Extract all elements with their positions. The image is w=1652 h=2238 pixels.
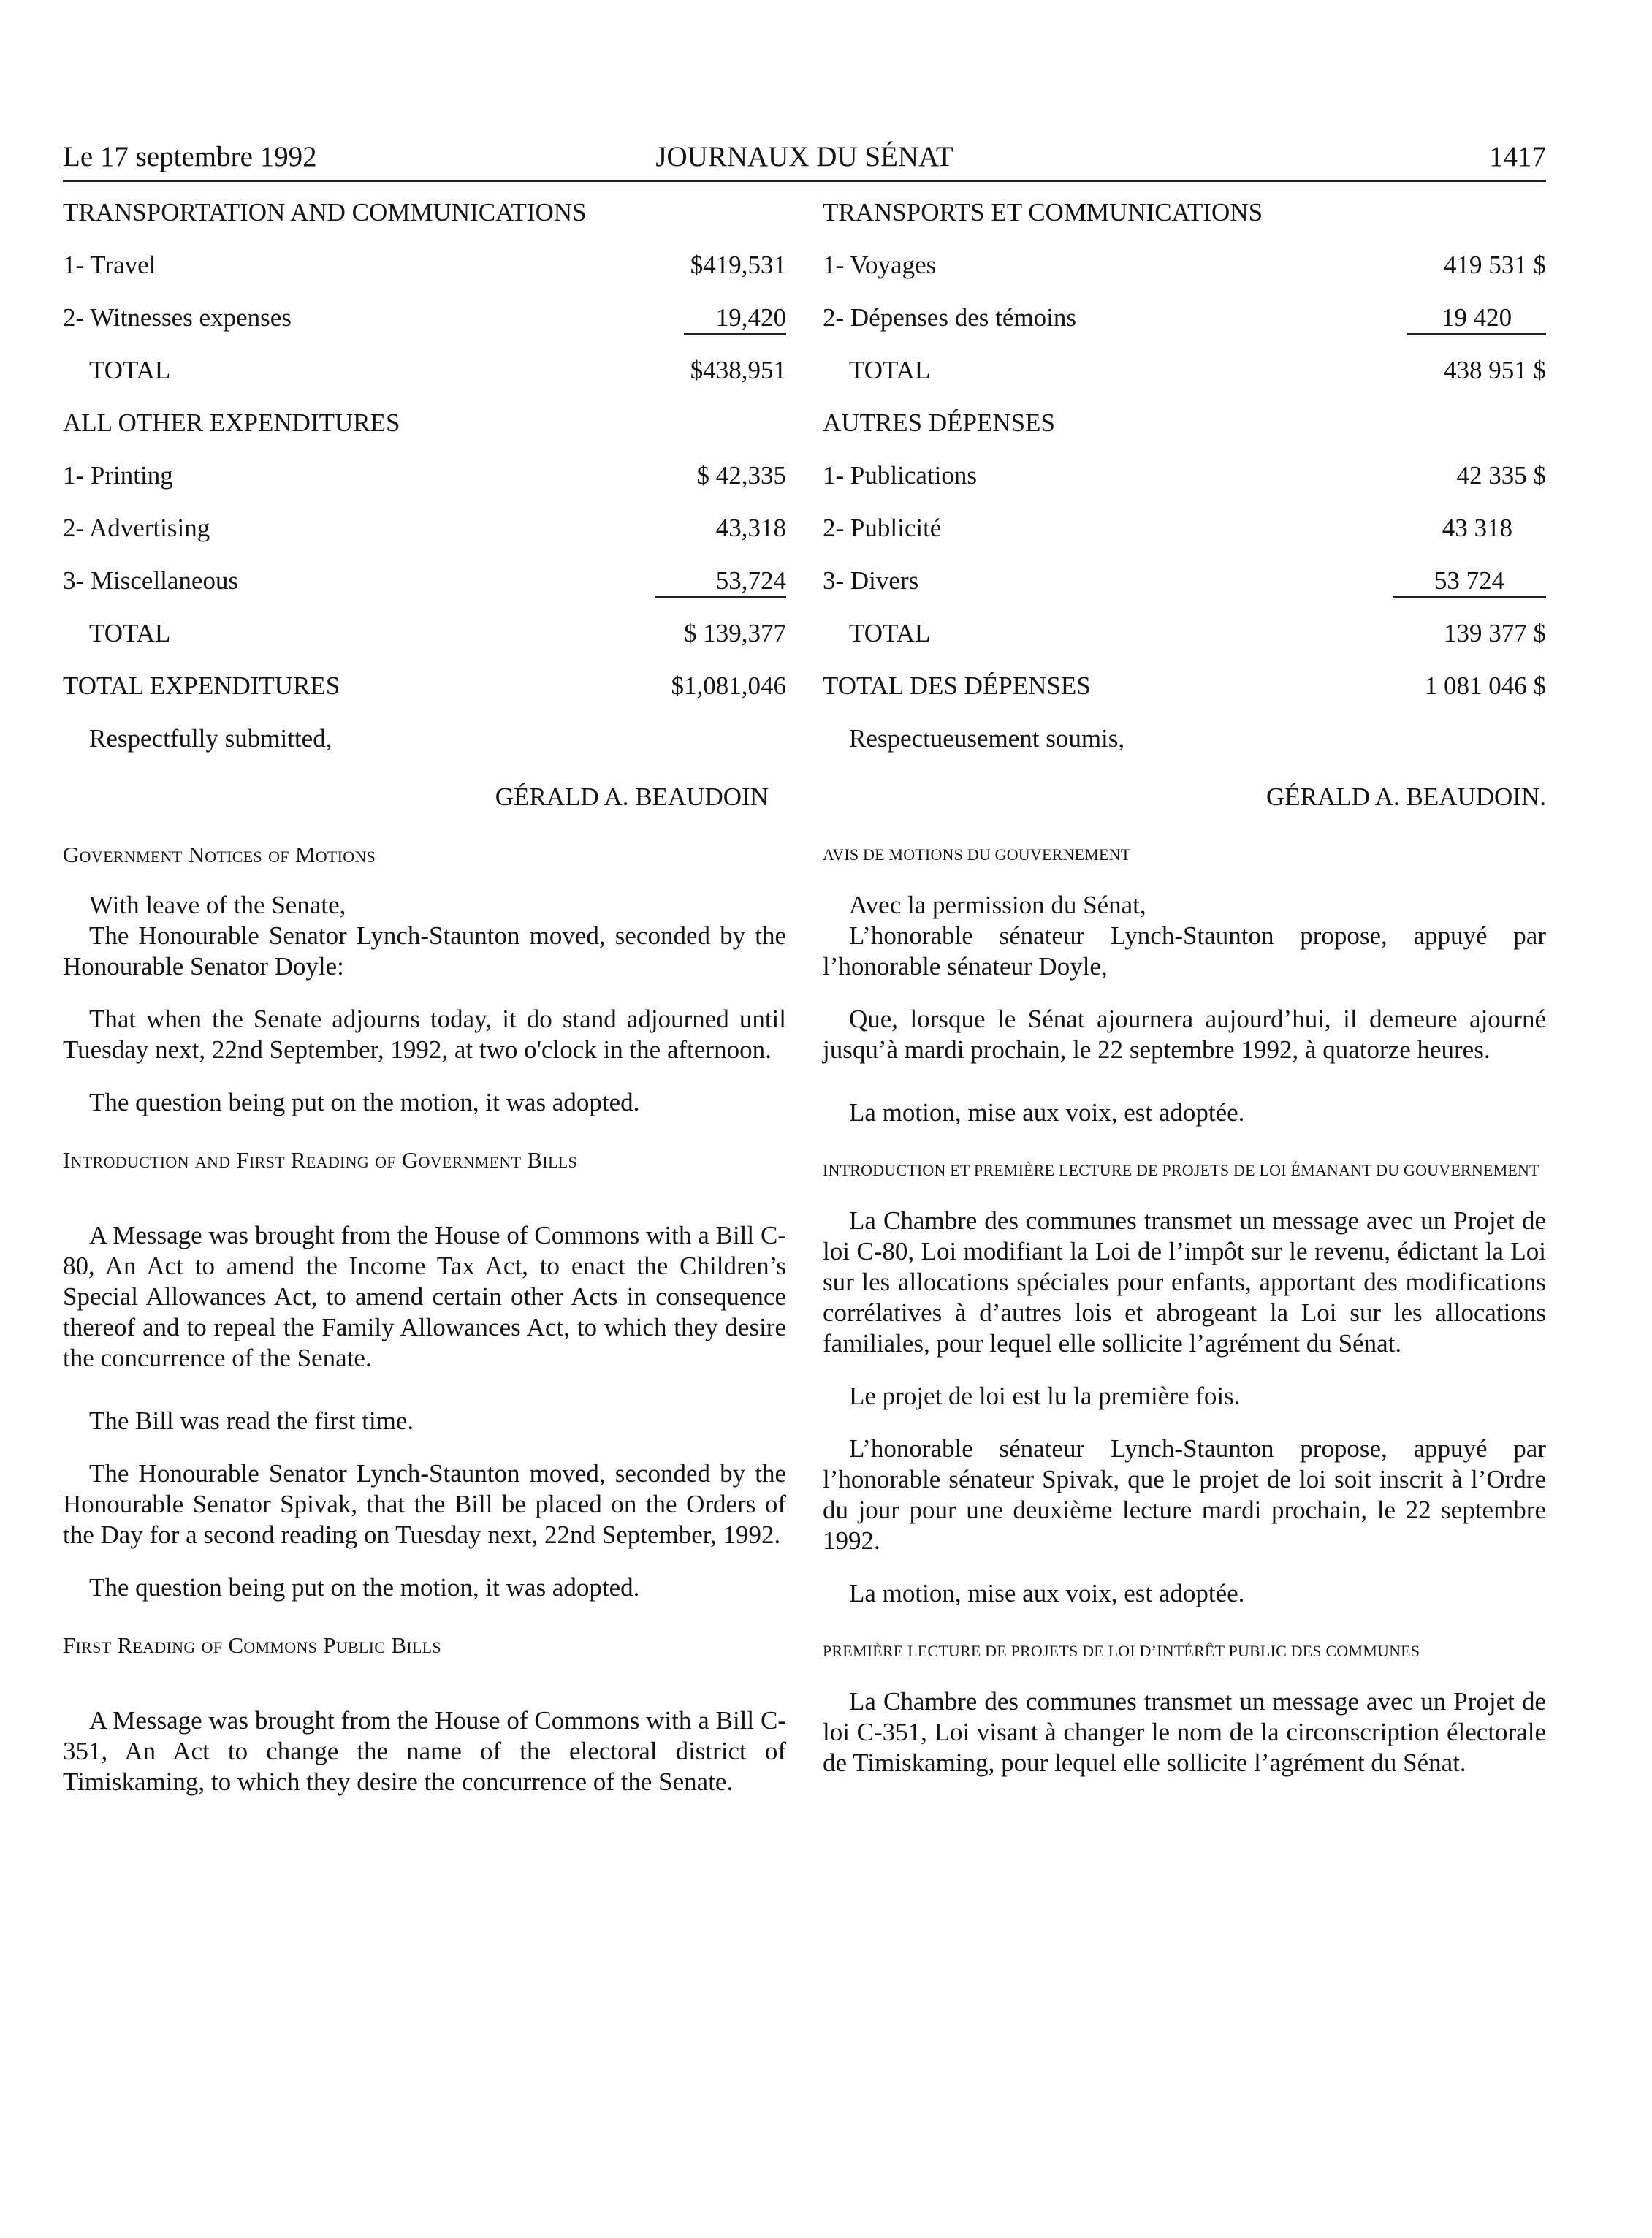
paragraph-adjourn: That when the Senate adjourns today, it do stand adjourned until Tuesday next, 22nd September, 1992, at two o'clock in the afternoon. xyxy=(63,1005,786,1064)
budget-label: TOTAL EXPENDITURES xyxy=(63,671,340,700)
running-head xyxy=(63,136,1546,182)
budget-row-misc xyxy=(823,566,1546,598)
budget-label: 1- Printing xyxy=(63,461,173,490)
budget-amount: 438 951 $ xyxy=(1444,356,1546,384)
budget-label: 2- Witnesses expenses xyxy=(63,303,292,332)
section-heading-government-bills: INTRODUCTION ET PREMIÈRE LECTURE DE PROJETS DE LOI ÉMANANT DU GOUVERNEMENT xyxy=(823,1161,1539,1179)
paragraph-adopted: The question being put on the motion, it was adopted. xyxy=(89,1573,640,1602)
paragraph-leave: Avec la permission du Sénat, xyxy=(849,891,1146,919)
budget-label: 3- Miscellaneous xyxy=(63,566,239,595)
budget-row-advertising xyxy=(823,513,1546,545)
budget-amount: $ 42,335 xyxy=(696,461,786,490)
budget-row-travel xyxy=(823,250,1546,282)
budget-amount: $1,081,046 xyxy=(671,671,786,700)
paragraph-moved-spivak: The Honourable Senator Lynch-Staunton moved, seconded by the Honourable Senator Spivak, that the Bill be placed on the Orders of the Day for a second reading on Tuesday next, 22nd September, 1992. xyxy=(63,1459,786,1549)
other-section-title: AUTRES DÉPENSES xyxy=(823,408,1055,437)
section-heading-government-bills: Introduction and First Reading of Government Bills xyxy=(63,1147,577,1173)
budget-label: TOTAL xyxy=(89,356,171,384)
section-heading-notices: Government Notices of Motions xyxy=(63,842,376,867)
english-column xyxy=(63,197,786,1819)
budget-row-witnesses xyxy=(63,302,786,335)
french-column xyxy=(823,197,1546,1800)
paragraph-adopted: La motion, mise aux voix, est adoptée. xyxy=(849,1098,1245,1127)
budget-amount: $438,951 xyxy=(690,356,786,384)
paragraph-c351-message: La Chambre des communes transmet un message avec un Projet de loi C-351, Loi visant à changer le nom de la circonscription électorale de Timiskaming, pour lequel elle sollicite l’agrément du Sénat. xyxy=(823,1687,1546,1777)
budget-row-advertising xyxy=(63,513,786,545)
signature: GÉRALD A. BEAUDOIN. xyxy=(1265,783,1546,811)
header-page-number: 1417 xyxy=(1489,141,1546,172)
paragraph-adjourn: Que, lorsque le Sénat ajournera aujourd’hui, il demeure ajourné jusqu’à mardi prochain, le 22 septembre 1992, à quatorze heures. xyxy=(823,1005,1546,1064)
budget-row-other-total xyxy=(63,618,786,650)
section-heading-commons-bills: PREMIÈRE LECTURE DE PROJETS DE LOI D’INTÉRÊT PUBLIC DES COMMUNES xyxy=(823,1642,1420,1660)
budget-amount: 1 081 046 $ xyxy=(1424,671,1546,700)
budget-amount: 42 335 $ xyxy=(1456,461,1546,490)
budget-label: 1- Publications xyxy=(823,461,977,490)
budget-row-witnesses xyxy=(823,302,1546,335)
budget-row-transport-total xyxy=(823,355,1546,387)
budget-amount: 139 377 $ xyxy=(1444,619,1546,647)
paragraph-c351-message: A Message was brought from the House of Commons with a Bill C-351, An Act to change the name of the electoral district of Timiskaming, to which they desire the concurrence of the Senate. xyxy=(63,1706,786,1796)
budget-amount: 19,420 xyxy=(684,302,786,335)
budget-amount: 53 724 xyxy=(1393,566,1546,598)
budget-amount: 43,318 xyxy=(715,514,786,542)
budget-label: TOTAL xyxy=(849,619,931,647)
budget-label: 2- Publicité xyxy=(823,514,942,542)
budget-label: 2- Advertising xyxy=(63,514,210,542)
section-heading-notices: AVIS DE MOTIONS DU GOUVERNEMENT xyxy=(823,845,1131,864)
budget-amount: 53,724 xyxy=(655,566,786,598)
header-journal-title: JOURNAUX DU SÉNAT xyxy=(655,141,953,172)
budget-label: TOTAL xyxy=(89,619,171,647)
transport-section-title: TRANSPORTS ET COMMUNICATIONS xyxy=(823,198,1263,227)
budget-row-printing xyxy=(63,460,786,492)
paragraph-adopted: The question being put on the motion, it was adopted. xyxy=(89,1088,640,1116)
budget-row-printing xyxy=(823,460,1546,492)
budget-label: 2- Dépenses des témoins xyxy=(823,303,1077,332)
paragraph-moved-doyle: L’honorable sénateur Lynch-Staunton propose, appuyé par l’honorable sénateur Doyle, xyxy=(823,921,1546,981)
header-date: Le 17 septembre 1992 xyxy=(63,141,317,172)
budget-amount: $419,531 xyxy=(690,251,786,279)
budget-row-misc xyxy=(63,566,786,598)
paragraph-leave: With leave of the Senate, xyxy=(89,891,346,919)
budget-label: 1- Voyages xyxy=(823,251,937,279)
budget-label: TOTAL xyxy=(849,356,931,384)
budget-row-grand-total xyxy=(63,671,786,703)
other-section-title: ALL OTHER EXPENDITURES xyxy=(63,408,400,437)
budget-row-travel xyxy=(63,250,786,282)
paragraph-c80-message: La Chambre des communes transmet un message avec un Projet de loi C-80, Loi modifiant la Loi de l’impôt sur le revenu, édictant la Loi sur les allocations spéciales pour enfants, apportant des modifications corrélatives à d’autres lois et abrogeant la Loi sur les allocations familiales, pour lequel elle sollicite l’agrément du Sénat. xyxy=(823,1206,1546,1358)
budget-amount: 419 531 $ xyxy=(1444,251,1546,279)
paragraph-c80-message: A Message was brought from the House of Commons with a Bill C-80, An Act to amend the Income Tax Act, to enact the Children’s Special Allowances Act, to amend certain other Acts in consequence thereof and to repeal the Family Allowances Act, to which they desire the concurrence of the Senate. xyxy=(63,1221,786,1372)
paragraph-first-reading: Le projet de loi est lu la première fois. xyxy=(849,1382,1241,1410)
budget-row-other-total xyxy=(823,618,1546,650)
paragraph-moved-spivak: L’honorable sénateur Lynch-Staunton propose, appuyé par l’honorable sénateur Spivak, que le projet de loi soit inscrit à l’Ordre du jour pour une deuxième lecture mardi prochain, le 22 septembre 1992. xyxy=(823,1434,1546,1555)
budget-amount: $ 139,377 xyxy=(684,619,786,647)
budget-amount: 43 318 xyxy=(1442,514,1512,542)
section-heading-commons-bills: First Reading of Commons Public Bills xyxy=(63,1632,441,1658)
closing-line: Respectfully submitted, xyxy=(89,724,332,753)
budget-label: 3- Divers xyxy=(823,566,919,595)
budget-row-transport-total xyxy=(63,355,786,387)
paragraph-first-reading: The Bill was read the first time. xyxy=(89,1407,414,1435)
signature: GÉRALD A. BEAUDOIN xyxy=(495,783,769,811)
budget-label: 1- Travel xyxy=(63,251,156,279)
budget-label: TOTAL DES DÉPENSES xyxy=(823,671,1091,700)
transport-section-title: TRANSPORTATION AND COMMUNICATIONS xyxy=(63,198,587,227)
paragraph-adopted: La motion, mise aux voix, est adoptée. xyxy=(849,1579,1245,1607)
budget-row-grand-total xyxy=(823,671,1546,703)
budget-amount: 19 420 xyxy=(1407,302,1546,335)
paragraph-moved-doyle: The Honourable Senator Lynch-Staunton moved, seconded by the Honourable Senator Doyle: xyxy=(63,921,786,981)
closing-line: Respectueusement soumis, xyxy=(849,724,1125,753)
